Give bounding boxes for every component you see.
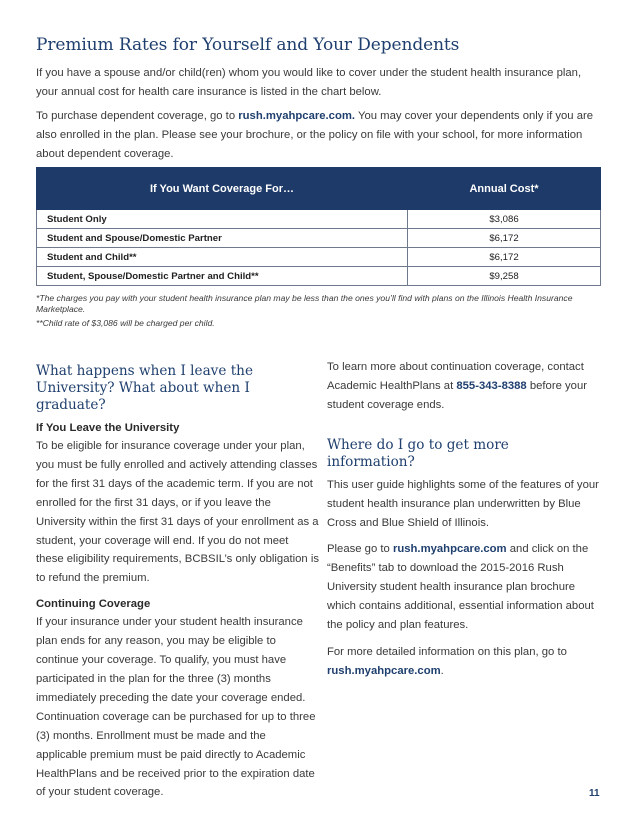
table-row — [37, 248, 601, 267]
continuation-contact-paragraph — [327, 358, 599, 415]
detailed-info-paragraph — [327, 643, 599, 681]
intro-paragraph: If you have a spouse and/or child(ren) whom you would like to cover under the student health insurance plan, your annual cost for health care insurance is listed in the chart below. — [36, 67, 582, 98]
user-guide-paragraph: This user guide highlights some of the features of your student health insurance plan underwritten by Blue Cross and Blue Shield of Illinois. — [327, 478, 599, 529]
coverage-cost: $3,086 — [408, 210, 601, 229]
page-number: 11 — [589, 788, 600, 799]
coverage-cost: $9,258 — [408, 267, 601, 286]
benefits-text-start: Please go to — [327, 543, 393, 556]
table-header-row — [37, 168, 601, 210]
table-row — [37, 229, 601, 248]
coverage-cost: $6,172 — [408, 229, 601, 248]
coverage-header: If You Want Coverage For… — [37, 168, 408, 210]
contact-text-start: To learn more about continuation coverage, contact Academic HealthPlans at — [327, 361, 584, 392]
rush-link-dependent[interactable]: rush.myahpcare.com. — [238, 110, 356, 122]
page-title: Premium Rates for Yourself and Your Dependents — [36, 35, 460, 55]
annual-cost-header: Annual Cost* — [408, 168, 601, 210]
coverage-label: Student Only — [37, 210, 408, 229]
continuing-coverage-paragraph: If your insurance under your student health insurance plan ends for any reason, you may be eligible to continue your coverage. To qualify, you must have participated in the plan for the three (3) months immediately preceding the date your coverage ended. Continuation coverage can be purchased for up to three (3) months. Enrollment must be made and the applicable premium must be paid directly to Academic HealthPlans and be received prior to the expiration date of your student coverage. — [36, 616, 316, 799]
footnote-marketplace: *The charges you pay with your student health insurance plan may be less than the ones you’ll find with plans on the Illinois Health Insurance Marketplace. — [36, 293, 573, 314]
detail-text-end: . — [440, 664, 444, 677]
coverage-label: Student, Spouse/Domestic Partner and Child** — [37, 267, 408, 286]
eligibility-paragraph: To be eligible for insurance coverage under your plan, you must be fully enrolled and actively attending classes for the first 31 days of the academic term. If you are not enrolled for the first 31 days, or if you leave the University within the first 31 days of your enrollment as a student, your coverage will end. If you do not meet these eligibility requirements, BCBSIL’s only obligation is to refund the premium. — [36, 440, 319, 585]
coverage-label: Student and Child** — [37, 248, 408, 267]
phone-number[interactable]: 855-343-8388 — [456, 379, 527, 392]
benefits-text-end: and click on the “Benefits” tab to download the 2015-2016 Rush University student health insurance plan brochure which contains additional, essential information about the policy and plan features. — [327, 543, 594, 632]
right-column — [327, 358, 599, 681]
benefits-tab-paragraph — [327, 540, 599, 635]
rush-link-details[interactable]: rush.myahpcare.com — [327, 664, 441, 677]
coverage-cost: $6,172 — [408, 248, 601, 267]
table-row — [37, 267, 601, 286]
continuing-coverage-subheading: Continuing Coverage — [36, 598, 151, 611]
detail-text-start: For more detailed information on this plan, go to — [327, 645, 567, 658]
premium-rates-table — [36, 167, 601, 286]
dependent-coverage-paragraph — [36, 107, 602, 164]
contact-text-end: before your student coverage ends. — [327, 379, 588, 411]
table-row — [37, 210, 601, 229]
footnote-child-rate: **Child rate of $3,086 will be charged per child. — [36, 318, 215, 328]
if-you-leave-subheading: If You Leave the University — [36, 422, 180, 434]
coverage-label: Student and Spouse/Domestic Partner — [37, 229, 408, 248]
dependent-text-end: You may cover your dependents only if you are also enrolled in the plan. Please see your brochure, or the policy on file with your school, for more information about dependent coverage. — [36, 110, 594, 160]
left-column — [36, 363, 319, 802]
more-information-heading: Where do I go to get more information? — [327, 436, 509, 470]
dependent-text-start: To purchase dependent coverage, go to — [36, 110, 239, 122]
leave-university-heading: What happens when I leave the University? What about when I graduate? — [36, 363, 253, 413]
rush-link-benefits[interactable]: rush.myahpcare.com — [392, 543, 507, 556]
